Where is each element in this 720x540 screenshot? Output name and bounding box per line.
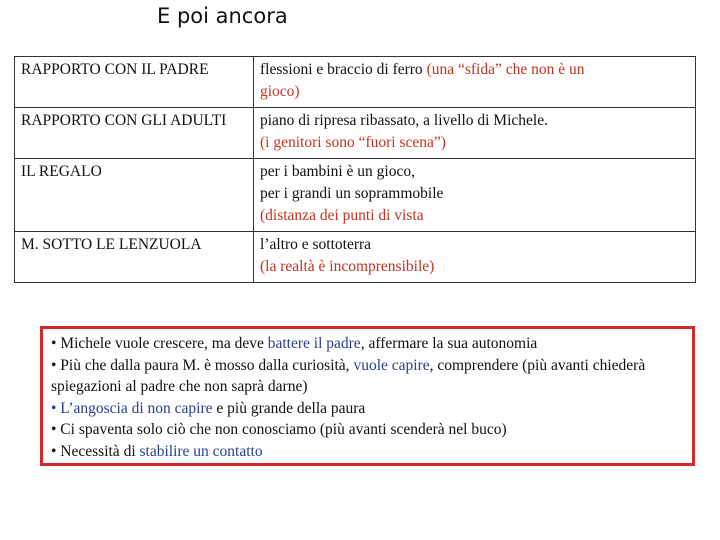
row-label: M. SOTTO LE LENZUOLA <box>15 232 254 283</box>
note-seg: vuole capire <box>353 356 430 374</box>
value-line <box>260 256 689 278</box>
value-seg: (una “sfida” che non è un <box>426 61 585 78</box>
value-line <box>260 161 689 183</box>
table-row <box>15 108 696 159</box>
note-seg: stabilire un contatto <box>139 442 263 460</box>
value-seg: per i grandi un soprammobile <box>260 185 444 202</box>
value-seg: per i bambini è un gioco, <box>260 163 415 180</box>
value-seg: flessioni e braccio di ferro <box>260 61 427 78</box>
value-line <box>260 132 689 154</box>
row-value <box>254 108 696 159</box>
note-seg: battere il padre <box>267 335 361 352</box>
value-line <box>260 234 689 256</box>
value-line <box>260 59 689 81</box>
value-seg: l’altro e sottoterra <box>260 236 372 253</box>
notes-box <box>40 326 695 466</box>
row-value <box>254 232 696 283</box>
note-seg: , affermare la sua autonomia <box>360 335 538 352</box>
info-table <box>14 56 696 283</box>
note-seg: • Necessità di <box>51 442 140 460</box>
note-item <box>51 355 684 398</box>
value-seg: piano di ripresa ribassato, a livello di Michele. <box>260 112 548 129</box>
row-label: IL REGALO <box>15 159 254 232</box>
table-row <box>15 57 696 108</box>
table-row <box>15 232 696 283</box>
note-item <box>51 333 684 355</box>
table-row <box>15 159 696 232</box>
note-seg: • Più che dalla paura M. è mosso dalla curiosità, <box>51 356 354 374</box>
slide-title: E poi ancora <box>157 4 288 28</box>
note-seg: • Ci spaventa solo ciò che non conosciamo (più avanti scenderà nel buco) <box>51 421 507 438</box>
row-value <box>254 57 696 108</box>
row-label: RAPPORTO CON IL PADRE <box>15 57 254 108</box>
value-seg: (i genitori sono “fuori scena”) <box>260 134 446 151</box>
note-item <box>51 441 684 463</box>
row-label: RAPPORTO CON GLI ADULTI <box>15 108 254 159</box>
note-seg: • Michele vuole crescere, ma deve <box>51 335 268 352</box>
value-line <box>260 205 689 227</box>
note-item <box>51 419 684 441</box>
value-line <box>260 81 689 103</box>
value-seg: gioco) <box>260 83 300 100</box>
row-value <box>254 159 696 232</box>
note-item <box>51 398 684 420</box>
note-seg: • L’angoscia di non capire <box>51 399 213 417</box>
value-seg: (distanza dei punti di vista <box>260 207 424 224</box>
value-line <box>260 183 689 205</box>
note-seg: e più grande della paura <box>212 399 366 417</box>
value-seg: (la realtà è incomprensibile) <box>260 258 435 275</box>
note-seg: , comprendere (più avanti chiederà spiegazioni al padre che non saprà darne) <box>51 356 646 395</box>
value-line <box>260 110 689 132</box>
